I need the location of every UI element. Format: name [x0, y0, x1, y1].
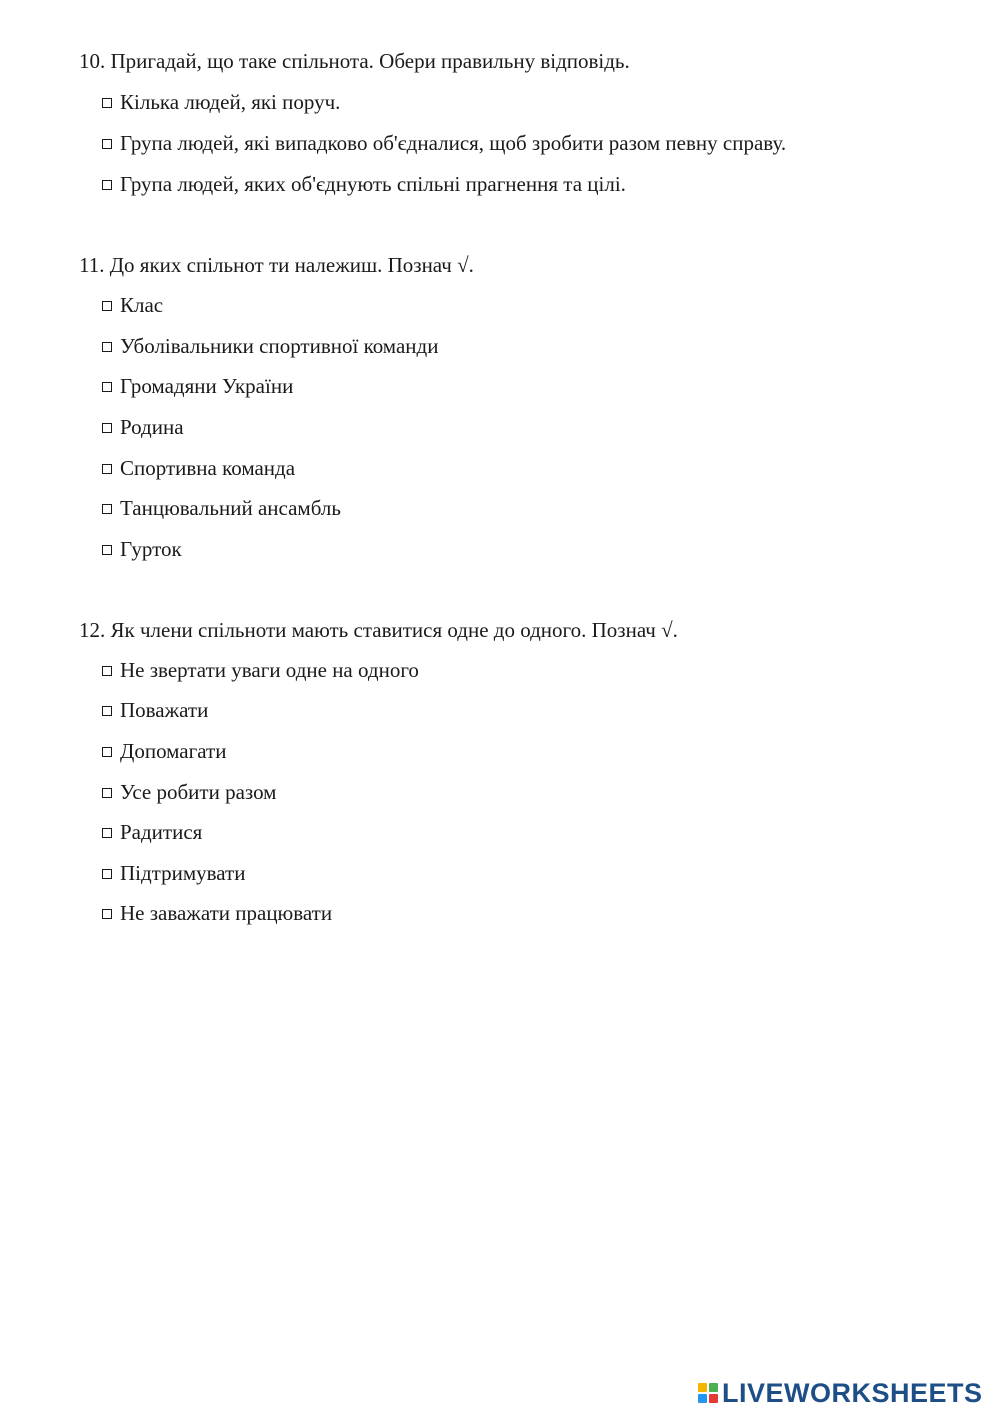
- option-label: Уболівальники спортивної команди: [120, 334, 439, 358]
- checkbox[interactable]: [102, 909, 112, 919]
- q11-option-5[interactable]: [102, 455, 295, 481]
- checkbox[interactable]: [102, 828, 112, 838]
- checkbox[interactable]: [102, 464, 112, 474]
- checkbox[interactable]: [102, 666, 112, 676]
- question-12: 12. Як члени спільноти мають ставитися одне до одного. Познач √.: [79, 618, 678, 642]
- option-label: Родина: [120, 415, 184, 439]
- checkbox[interactable]: [102, 301, 112, 311]
- q12-option-4[interactable]: [102, 779, 276, 805]
- checkbox[interactable]: [102, 423, 112, 433]
- logo-square-icon: [709, 1383, 718, 1392]
- q11-option-6[interactable]: [102, 495, 341, 521]
- q12-option-6[interactable]: [102, 860, 245, 886]
- checkbox[interactable]: [102, 504, 112, 514]
- q12-option-1[interactable]: [102, 657, 419, 683]
- option-label: Група людей, яких об'єднують спільні прагнення та цілі.: [120, 172, 626, 196]
- q10-option-2[interactable]: [102, 130, 786, 156]
- q10-option-1[interactable]: [102, 89, 340, 115]
- liveworksheets-logo: [698, 1377, 983, 1409]
- logo-mark-icon: [698, 1383, 718, 1403]
- q11-option-1[interactable]: [102, 292, 163, 318]
- q12-option-3[interactable]: [102, 738, 226, 764]
- checkbox[interactable]: [102, 747, 112, 757]
- logo-square-icon: [698, 1383, 707, 1392]
- option-label: Не заважати працювати: [120, 901, 333, 925]
- option-label: Підтримувати: [120, 861, 246, 885]
- option-label: Усе робити разом: [120, 780, 277, 804]
- logo-square-icon: [709, 1394, 718, 1403]
- option-label: Спортивна команда: [120, 456, 296, 480]
- checkbox[interactable]: [102, 180, 112, 190]
- checkbox[interactable]: [102, 545, 112, 555]
- option-label: Радитися: [120, 820, 203, 844]
- option-label: Танцювальний ансамбль: [120, 496, 341, 520]
- q11-option-4[interactable]: [102, 414, 184, 440]
- option-label: Гурток: [120, 537, 182, 561]
- option-label: Не звертати уваги одне на одного: [120, 658, 419, 682]
- option-label: Клас: [120, 293, 164, 317]
- checkbox[interactable]: [102, 98, 112, 108]
- option-label: Кілька людей, які поруч.: [120, 90, 341, 114]
- option-label: Допомагати: [120, 739, 227, 763]
- q11-option-3[interactable]: [102, 373, 293, 399]
- checkbox[interactable]: [102, 706, 112, 716]
- checkbox[interactable]: [102, 382, 112, 392]
- checkbox[interactable]: [102, 869, 112, 879]
- logo-square-icon: [698, 1394, 707, 1403]
- option-label: Громадяни України: [120, 374, 294, 398]
- checkbox[interactable]: [102, 788, 112, 798]
- q10-option-3[interactable]: [102, 171, 626, 197]
- question-10: 10. Пригадай, що таке спільнота. Обери правильну відповідь.: [79, 49, 630, 73]
- question-11: 11. До яких спільнот ти належиш. Познач √.: [79, 253, 474, 277]
- logo-text: LIVEWORKSHEETS: [722, 1377, 983, 1408]
- checkbox[interactable]: [102, 139, 112, 149]
- q12-option-5[interactable]: [102, 819, 202, 845]
- option-label: Група людей, які випадково об'єдналися, щоб зробити разом певну справу.: [120, 131, 787, 155]
- q11-option-2[interactable]: [102, 333, 438, 359]
- q12-option-7[interactable]: [102, 900, 332, 926]
- q12-option-2[interactable]: [102, 697, 208, 723]
- option-label: Поважати: [120, 698, 209, 722]
- q11-option-7[interactable]: [102, 536, 182, 562]
- checkbox[interactable]: [102, 342, 112, 352]
